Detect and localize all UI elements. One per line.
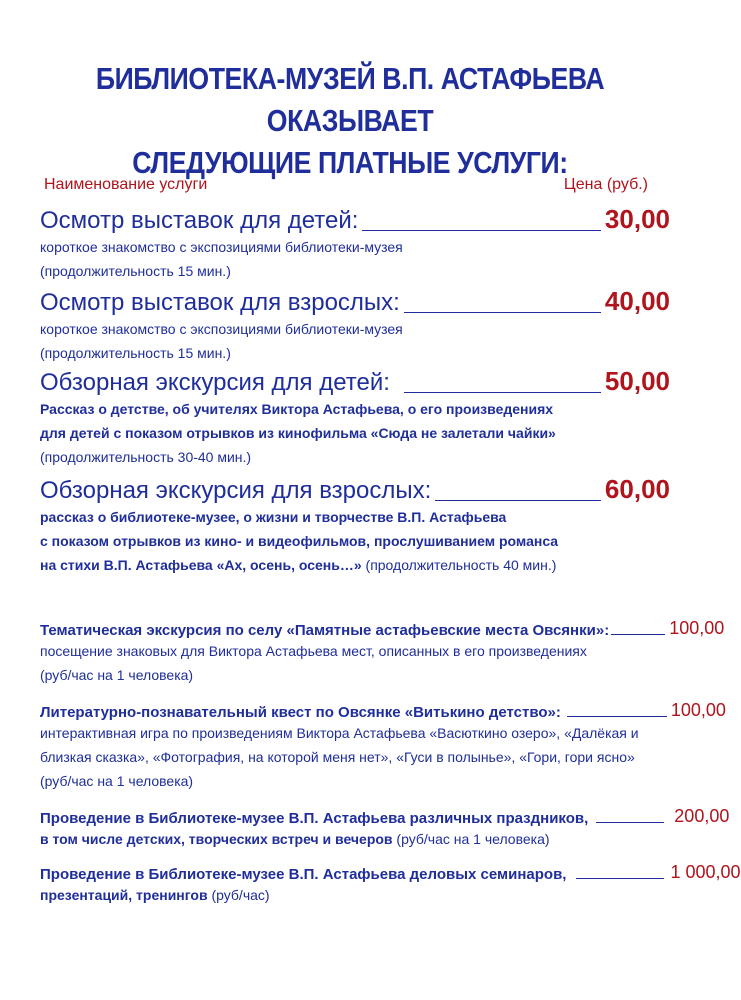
service-description: с показом отрывков из кино- и видеофильмов, прослушиванием романса bbox=[40, 533, 559, 549]
service-item bbox=[40, 700, 726, 793]
service-description: короткое знакомство с экспозициями библиотеки-музея bbox=[40, 321, 403, 337]
service-item bbox=[40, 366, 670, 469]
service-duration: (продолжительность 30-40 мин.) bbox=[40, 449, 252, 465]
column-header-name: Наименование услуги bbox=[44, 176, 208, 193]
service-name: Тематическая экскурсия по селу «Памятные астафьевские места Овсянки»: bbox=[40, 622, 610, 639]
leader-line bbox=[404, 312, 601, 313]
service-description bbox=[40, 553, 670, 577]
description-bold: в том числе детских, творческих встреч и вечеров bbox=[40, 831, 393, 847]
page-title bbox=[49, 58, 651, 184]
service-price: 1 000,00 bbox=[670, 862, 741, 882]
service-description bbox=[40, 827, 670, 851]
service-item bbox=[40, 204, 670, 283]
leader-line bbox=[435, 500, 601, 501]
service-name: Осмотр выставок для детей: bbox=[40, 207, 359, 234]
service-description: Рассказ о детстве, об учителях Виктора Астафьева, о его произведениях bbox=[40, 401, 554, 417]
description-tail: (руб/час на 1 человека) bbox=[392, 831, 550, 847]
column-header-price: Цена (руб.) bbox=[563, 176, 648, 193]
leader-line bbox=[362, 230, 600, 231]
service-name: Проведение в Библиотеке-музее В.П. Астафьева деловых семинаров, bbox=[40, 866, 567, 883]
service-price: 40,00 bbox=[604, 286, 670, 316]
service-description: близкая сказка», «Фотография, на которой меня нет», «Гуси в полынье», «Гори, гори ясно» bbox=[40, 749, 635, 765]
service-duration: (продолжительность 15 мин.) bbox=[40, 345, 231, 361]
title-line-2: СЛЕДУЮЩИЕ ПЛАТНЫЕ УСЛУГИ: bbox=[132, 145, 568, 180]
service-duration: (продолжительность 15 мин.) bbox=[40, 263, 231, 279]
leader-line bbox=[567, 716, 667, 717]
service-duration: (руб/час на 1 человека) bbox=[40, 667, 194, 683]
service-name: Обзорная экскурсия для взрослых: bbox=[40, 477, 432, 504]
leader-line bbox=[611, 634, 665, 635]
description-tail: (продолжительность 40 мин.) bbox=[361, 557, 557, 573]
service-description: короткое знакомство с экспозициями библиотеки-музея bbox=[40, 239, 403, 255]
service-item bbox=[40, 618, 725, 687]
title-line-1: БИБЛИОТЕКА-МУЗЕЙ В.П. АСТАФЬЕВА ОКАЗЫВАЕТ bbox=[95, 61, 605, 138]
service-item bbox=[40, 474, 670, 577]
leader-line bbox=[404, 392, 601, 393]
service-item bbox=[40, 862, 741, 907]
service-name: Литературно-познавательный квест по Овсянке «Витькино детство»: bbox=[40, 704, 561, 721]
service-description: рассказ о библиотеке-музее, о жизни и творчестве В.П. Астафьева bbox=[40, 509, 507, 525]
service-description bbox=[40, 883, 670, 907]
service-price: 100,00 bbox=[670, 700, 726, 720]
service-price: 100,00 bbox=[669, 618, 725, 638]
service-name: Проведение в Библиотеке-музее В.П. Астафьева различных праздников, bbox=[40, 810, 589, 827]
leader-line bbox=[576, 878, 664, 879]
service-description: интерактивная игра по произведениям Виктора Астафьева «Васюткино озеро», «Далёкая и bbox=[40, 725, 639, 741]
service-price: 60,00 bbox=[604, 474, 670, 504]
service-price: 50,00 bbox=[604, 366, 670, 396]
service-item bbox=[40, 286, 670, 365]
service-duration: (руб/час на 1 человека) bbox=[40, 773, 194, 789]
service-name: Осмотр выставок для взрослых: bbox=[40, 289, 400, 316]
description-tail: (руб/час) bbox=[207, 887, 270, 903]
service-price: 30,00 bbox=[604, 204, 670, 234]
service-description: посещение знаковых для Виктора Астафьева мест, описанных в его произведениях bbox=[40, 643, 587, 659]
service-description: для детей с показом отрывков из кинофильма «Сюда не залетали чайки» bbox=[40, 425, 556, 441]
description-bold: презентаций, тренингов bbox=[40, 887, 208, 903]
service-price: 200,00 bbox=[674, 806, 730, 826]
service-name: Обзорная экскурсия для детей: bbox=[40, 369, 390, 396]
description-bold: на стихи В.П. Астафьева «Ах, осень, осень…» bbox=[40, 557, 362, 573]
leader-line bbox=[596, 822, 664, 823]
service-item bbox=[40, 806, 730, 851]
